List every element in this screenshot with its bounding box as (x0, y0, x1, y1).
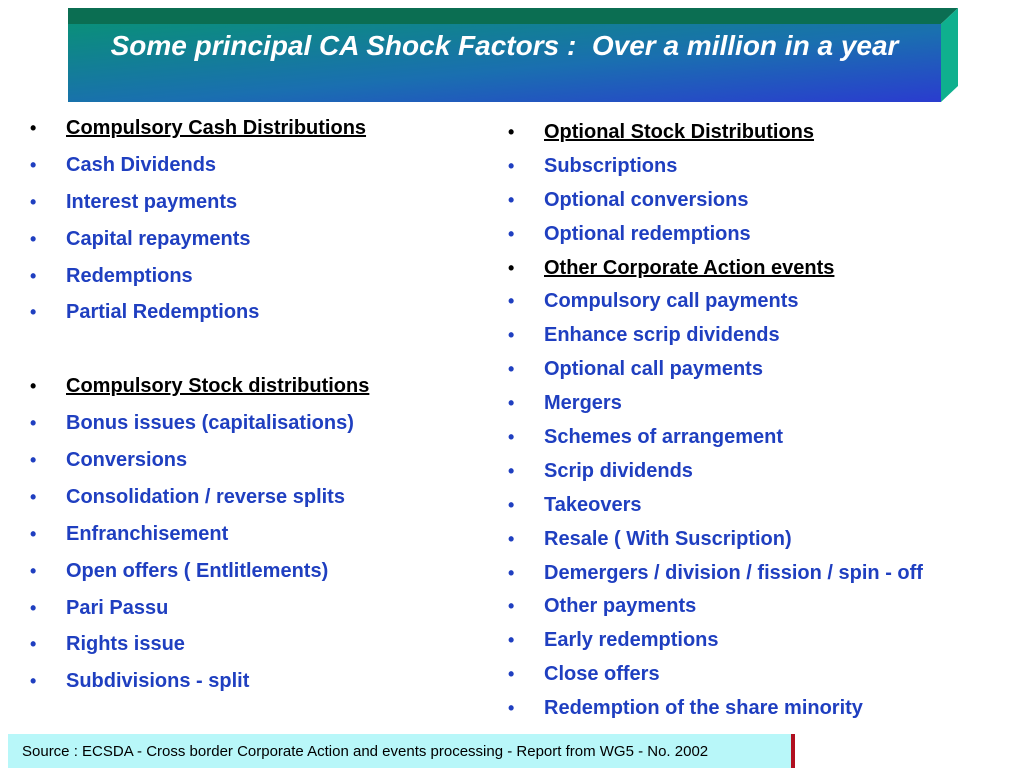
list-item (26, 487, 369, 524)
list-item-text: Scrip dividends (544, 459, 693, 482)
list-item (26, 450, 369, 487)
list-item-text: Cash Dividends (66, 153, 217, 176)
bullet-icon: • (30, 486, 37, 507)
bullet-icon: • (30, 523, 37, 544)
bullet-icon: • (508, 460, 515, 481)
source-bar (8, 734, 795, 768)
list-item-text: Capital repayments (66, 227, 251, 250)
bullet-icon: • (30, 634, 37, 655)
list-item (504, 393, 923, 427)
list-item (504, 427, 923, 461)
list-heading-text: Compulsory Cash Distributions (66, 117, 367, 139)
right-bullet-list (504, 122, 923, 732)
bullet-icon: • (508, 359, 515, 380)
bullet-icon: • (508, 325, 515, 346)
bullet-icon: • (508, 698, 515, 719)
list-item-text: Mergers (544, 392, 622, 415)
list-item-text: Enhance scrip dividends (544, 324, 780, 347)
list-item (504, 698, 923, 732)
bullet-icon: • (508, 393, 515, 414)
bullet-icon: • (508, 664, 515, 685)
list-item-text: Redemptions (66, 264, 193, 287)
page-title: Some principal CA Shock Factors : Over a million in a year (110, 30, 899, 61)
list-item-text: Bonus issues (capitalisations) (66, 412, 354, 435)
bullet-icon: • (30, 154, 37, 175)
right-column (504, 122, 923, 732)
bullet-icon: • (30, 597, 37, 618)
list-item-text: Demergers / division / fission / spin - off (544, 561, 923, 584)
bullet-icon: • (508, 630, 515, 651)
list-item-text: Pari Passu (66, 596, 169, 619)
bullet-icon: • (508, 291, 515, 312)
list-item-text: Rights issue (66, 633, 185, 656)
list-item-text: Optional call payments (544, 358, 763, 381)
list-item-text: Subscriptions (544, 154, 678, 177)
list-item (26, 671, 369, 708)
list-item-text: Compulsory call payments (544, 290, 799, 313)
list-item (504, 630, 923, 664)
list-item (26, 155, 369, 192)
list-item-text: Optional redemptions (544, 222, 751, 245)
list-item (26, 302, 369, 339)
list-item (504, 529, 923, 563)
list-heading (26, 376, 369, 413)
list-item (504, 156, 923, 190)
list-item (504, 563, 923, 597)
list-item (26, 192, 369, 229)
list-item-text: Schemes of arrangement (544, 426, 783, 449)
bullet-icon: • (508, 528, 515, 549)
list-item (26, 598, 369, 635)
bullet-icon: • (30, 376, 37, 397)
bullet-icon: • (508, 189, 515, 210)
list-heading-text: Other Corporate Action events (544, 256, 835, 279)
bullet-icon: • (30, 118, 37, 138)
list-item-text: Conversions (66, 449, 188, 472)
list-item-text: Close offers (544, 663, 660, 686)
list-item-text: Takeovers (544, 493, 642, 516)
bullet-icon: • (508, 562, 515, 583)
list-item (26, 634, 369, 671)
bullet-icon: • (508, 223, 515, 244)
list-item-text: Consolidation / reverse splits (66, 485, 345, 508)
bullet-icon: • (508, 494, 515, 515)
bullet-icon: • (30, 265, 37, 286)
list-item (504, 359, 923, 393)
source-citation: Source : ECSDA - Cross border Corporate Action and events processing - Report from WG5 - No. 2002 (22, 743, 709, 760)
list-item (26, 524, 369, 561)
bullet-icon: • (508, 257, 515, 278)
bullet-icon: • (508, 427, 515, 448)
list-item (26, 413, 369, 450)
list-item-text: Optional conversions (544, 188, 749, 211)
list-item (504, 461, 923, 495)
list-item (26, 266, 369, 303)
bullet-icon: • (30, 560, 37, 581)
bullet-icon: • (30, 191, 37, 212)
bullet-icon: • (30, 228, 37, 249)
list-heading-text: Compulsory Stock distributions (66, 375, 370, 398)
list-item (26, 561, 369, 598)
list-item-text: Other payments (544, 595, 697, 618)
list-item-text: Partial Redemptions (66, 301, 260, 324)
list-item-text: Subdivisions - split (66, 670, 250, 693)
bullet-icon: • (508, 155, 515, 176)
left-bullet-list (26, 118, 369, 708)
list-spacer (26, 339, 369, 376)
list-item-text: Early redemptions (544, 629, 719, 652)
list-heading-text: Optional Stock Distributions (544, 121, 815, 143)
list-item (504, 291, 923, 325)
list-item (504, 664, 923, 698)
list-item (504, 495, 923, 529)
list-item-text: Redemption of the share minority (544, 697, 863, 720)
list-item-text: Open offers ( Entlitlements) (66, 559, 329, 582)
bullet-icon: • (508, 596, 515, 617)
bullet-icon: • (30, 413, 37, 434)
bullet-icon: • (508, 122, 515, 142)
list-heading (26, 118, 369, 155)
bullet-icon: • (30, 302, 37, 323)
list-item (504, 190, 923, 224)
bullet-icon: • (30, 450, 37, 471)
bullet-icon: • (30, 671, 37, 692)
list-heading (504, 258, 923, 292)
list-item (26, 229, 369, 266)
list-item (504, 325, 923, 359)
left-column (26, 118, 369, 708)
list-item (504, 224, 923, 258)
list-item-text: Resale ( With Suscription) (544, 527, 792, 550)
list-item-text: Interest payments (66, 190, 238, 213)
list-item (504, 596, 923, 630)
list-heading (504, 122, 923, 156)
list-item-text: Enfranchisement (66, 522, 229, 545)
title-banner (68, 8, 958, 103)
